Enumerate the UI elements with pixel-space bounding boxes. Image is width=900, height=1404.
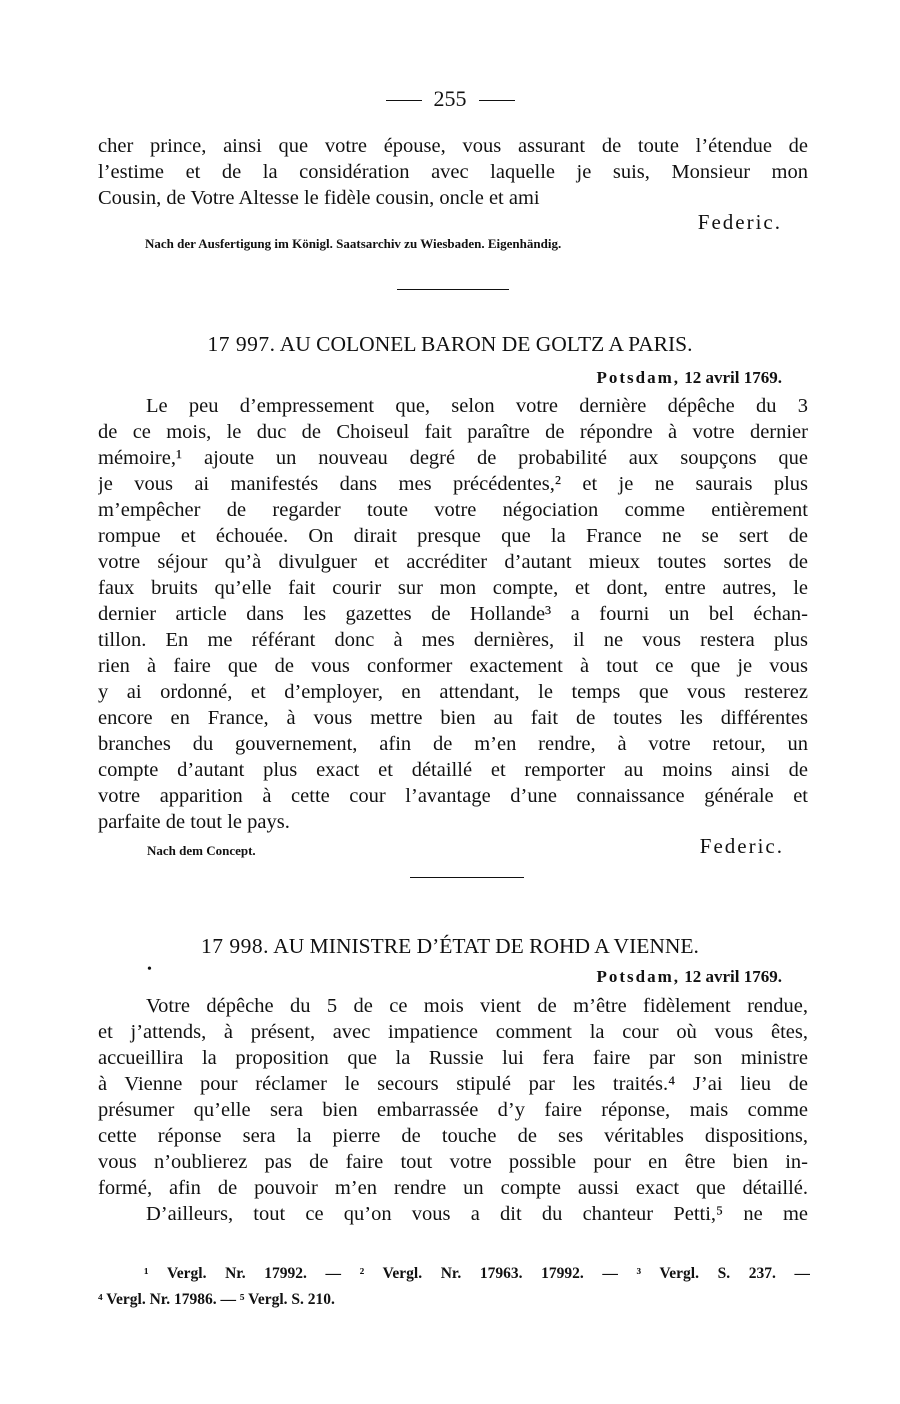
- text-line: accueillira la proposition que la Russie lui fera faire par son ministre: [98, 1047, 808, 1069]
- letter-title: AU COLONEL BARON DE GOLTZ A PARIS.: [279, 332, 693, 356]
- text-line: l’estime et de la considération avec laquelle je suis, Monsieur mon: [98, 161, 808, 183]
- letter-heading: [0, 332, 900, 357]
- text-line: je vous ai manifestés dans mes précédentes,² et je ne saurais plus: [98, 473, 808, 495]
- text-line: parfaite de tout le pays.: [98, 811, 290, 833]
- text-line: formé, afin de pouvoir m’en rendre un compte aussi exact que détaillé.: [98, 1177, 808, 1199]
- page-header: [0, 86, 900, 112]
- header-dash-left: [386, 100, 422, 101]
- text-line: votre séjour qu’à divulguer et accréditer d’autant mieux toutes sortes de: [98, 551, 808, 573]
- text-line: Cousin, de Votre Altesse le fidèle cousin, oncle et ami: [98, 187, 540, 209]
- letter-date: 12 avril 1769.: [684, 967, 782, 986]
- text-line: présumer qu’elle sera bien embarrassée d’y faire réponse, mais comme: [98, 1099, 808, 1121]
- page-number: 255: [433, 86, 467, 111]
- text-line: de ce mois, le duc de Choiseul fait paraître de répondre à votre dernier: [98, 421, 808, 443]
- letter-number: 17 998.: [201, 934, 270, 958]
- source-note: Nach dem Concept.: [147, 843, 256, 858]
- text-line: votre apparition à cette cour l’avantage d’une connaissance générale et: [98, 785, 808, 807]
- text-line: tillon. En me référant donc à mes dernières, il ne vous restera plus: [98, 629, 808, 651]
- letter-title: AU MINISTRE D’ÉTAT DE ROHD A VIENNE.: [273, 934, 699, 958]
- letter-heading: [0, 934, 900, 959]
- letter-city: Potsdam,: [596, 967, 680, 986]
- text-line: Le peu d’empressement que, selon votre dernière dépêche du 3: [146, 395, 808, 417]
- source-note: Nach der Ausfertigung im Königl. Saatsarchiv zu Wiesbaden. Eigenhändig.: [145, 236, 562, 251]
- text-line: branches du gouvernement, afin de m’en rendre, à votre retour, un: [98, 733, 808, 755]
- text-line: vous n’oublierez pas de faire tout votre possible pour en être bien in-: [98, 1151, 808, 1173]
- text-line: m’empêcher de regarder toute votre négociation comme entièrement: [98, 499, 808, 521]
- letter-city: Potsdam,: [596, 368, 680, 387]
- bullet-mark: •: [147, 962, 152, 977]
- text-line: cette réponse sera la pierre de touche de ses véritables dispositions,: [98, 1125, 808, 1147]
- text-line: rien à faire que de vous conformer exactement à tout ce que je vous: [98, 655, 808, 677]
- footnote-line: ⁴ Vergl. Nr. 17986. — ⁵ Vergl. S. 210.: [98, 1291, 335, 1308]
- text-line: Votre dépêche du 5 de ce mois vient de m’être fidèlement rendue,: [146, 995, 808, 1017]
- footnote-line: ¹ Vergl. Nr. 17992. — ² Vergl. Nr. 17963. 17992. — ³ Vergl. S. 237. —: [144, 1265, 810, 1282]
- letter-body: [98, 993, 808, 1227]
- letter-body: [98, 393, 808, 835]
- section-divider: [410, 877, 524, 878]
- signature: Federic.: [697, 210, 782, 234]
- header-dash-right: [479, 100, 515, 101]
- letter-number: 17 997.: [207, 332, 276, 356]
- text-line: encore en France, à vous mettre bien au fait de toutes les différentes: [98, 707, 808, 729]
- section-divider: [397, 289, 509, 290]
- text-line: et j’attends, à présent, avec impatience comment la cour où vous êtes,: [98, 1021, 808, 1043]
- letter-dateline: [596, 368, 782, 388]
- text-line: rompue et échouée. On dirait presque que la France ne se sert de: [98, 525, 808, 547]
- text-line: dernier article dans les gazettes de Hollande³ a fourni un bel échan-: [98, 603, 808, 625]
- text-line: cher prince, ainsi que votre épouse, vous assurant de toute l’étendue de: [98, 135, 808, 157]
- letter-date: 12 avril 1769.: [684, 368, 782, 387]
- footnotes: [98, 1261, 810, 1313]
- text-line: y ai ordonné, et d’employer, en attendant, le temps que vous resterez: [98, 681, 808, 703]
- text-line: faux bruits qu’elle fait courir sur mon compte, et dont, entre autres, le: [98, 577, 808, 599]
- text-line: à Vienne pour réclamer le secours stipulé par les traités.⁴ J’ai lieu de: [98, 1073, 808, 1095]
- text-line: mémoire,¹ ajoute un nouveau degré de probabilité aux soupçons que: [98, 447, 808, 469]
- text-line: D’ailleurs, tout ce qu’on vous a dit du chanteur Petti,⁵ ne me: [146, 1203, 808, 1225]
- previous-letter-ending: [98, 133, 808, 211]
- text-line: compte d’autant plus exact et détaillé et remporter au moins ainsi de: [98, 759, 808, 781]
- letter-dateline: [596, 967, 782, 987]
- signature: Federic.: [699, 834, 784, 858]
